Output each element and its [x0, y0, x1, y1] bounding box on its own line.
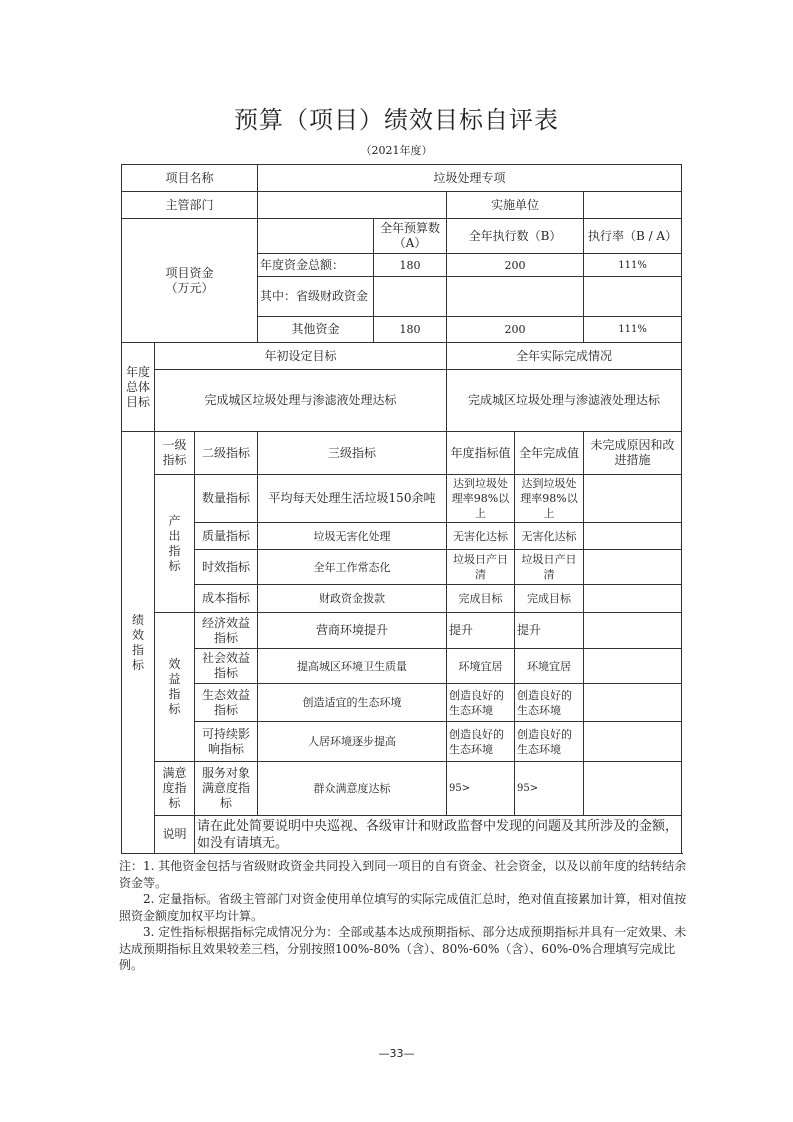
funds-row-budget: 180 [374, 254, 447, 277]
actual-cell: 95> [515, 762, 584, 816]
level1-satisfaction: 满意度指标 [155, 762, 195, 816]
funds-row-budget: 180 [374, 317, 447, 343]
header-reason: 未完成原因和改进措施 [584, 432, 682, 475]
explanation-row [122, 816, 682, 854]
funds-row-rate: 111% [584, 254, 682, 277]
level3-cell: 创造适宜的生态环境 [258, 684, 447, 722]
project-name-value: 垃圾处理专项 [258, 165, 682, 192]
reason-cell [584, 684, 682, 722]
indicator-row [122, 649, 682, 684]
target-cell: 环境宜居 [447, 649, 515, 684]
target-cell: 完成目标 [447, 585, 515, 613]
funds-row-name: 年度资金总额： [258, 254, 374, 277]
reason-cell [584, 550, 682, 585]
level2-cell: 生态效益指标 [195, 684, 258, 722]
target-cell: 创造良好的生态环境 [447, 684, 515, 722]
header-level3: 三级指标 [258, 432, 447, 475]
actual-cell: 环境宜居 [515, 649, 584, 684]
funds-row-rate [584, 277, 682, 317]
actual-cell: 完成目标 [515, 585, 584, 613]
goals-value-row [122, 370, 682, 432]
funds-header-row [122, 219, 682, 254]
indicator-row [122, 722, 682, 762]
reason-cell [584, 585, 682, 613]
actual-cell: 无害化达标 [515, 523, 584, 550]
target-cell: 提升 [447, 613, 515, 649]
goals-actual-value: 完成城区垃圾处理与渗滤液处理达标 [447, 370, 682, 432]
page-number: —33— [378, 1047, 415, 1060]
target-cell: 垃圾日产日清 [447, 550, 515, 585]
level2-cell: 数量指标 [195, 475, 258, 523]
funds-row-budget [374, 277, 447, 317]
funds-row-name: 其他资金 [258, 317, 374, 343]
target-cell: 达到垃圾处理率98%以上 [447, 475, 515, 523]
level2-cell: 社会效益指标 [195, 649, 258, 684]
level3-cell: 平均每天处理生活垃圾150余吨 [258, 475, 447, 523]
dept-label: 主管部门 [122, 192, 258, 219]
header-actual: 全年完成值 [515, 432, 584, 475]
level3-cell: 群众满意度达标 [258, 762, 447, 816]
target-cell: 95> [447, 762, 515, 816]
unit-value [584, 192, 682, 219]
funds-row-executed: 200 [447, 254, 584, 277]
funds-row-executed [447, 277, 584, 317]
funds-label-unit: （万元） [165, 280, 214, 295]
indicator-row [122, 762, 682, 816]
indicators-header-row [122, 432, 682, 475]
indicator-row [122, 684, 682, 722]
level3-cell: 营商环境提升 [258, 613, 447, 649]
funds-header-executed: 全年执行数（B） [447, 219, 584, 254]
reason-cell [584, 475, 682, 523]
funds-header-budget: 全年预算数（A） [374, 219, 447, 254]
actual-cell: 垃圾日产日清 [515, 550, 584, 585]
level1-output [155, 475, 195, 613]
level2-cell: 可持续影响指标 [195, 722, 258, 762]
reason-cell [584, 649, 682, 684]
level2-cell: 成本指标 [195, 585, 258, 613]
level2-cell: 服务对象满意度指标 [195, 762, 258, 816]
reason-cell [584, 722, 682, 762]
goals-initial-value: 完成城区垃圾处理与渗滤液处理达标 [155, 370, 447, 432]
explanation-text: 请在此处简要说明中央巡视、各级审计和财政监督中发现的问题及其所涉及的金额，如没有请填无。 [195, 816, 682, 854]
indicators-label [122, 432, 155, 854]
level1-benefit [155, 613, 195, 762]
header-level2: 二级指标 [195, 432, 258, 475]
goals-initial-header: 年初设定目标 [155, 343, 447, 370]
level3-cell: 财政资金拨款 [258, 585, 447, 613]
indicator-row [122, 550, 682, 585]
note-1: 注：1. 其他资金包括与省级财政资金共同投入到同一项目的自有资金、社会资金，以及以前年度的结转结余资金等。 [119, 859, 687, 890]
funds-label [122, 219, 258, 343]
funds-label-text: 项目资金 [165, 265, 214, 280]
unit-label: 实施单位 [447, 192, 584, 219]
note-3: 3. 定性指标根据指标完成情况分为：全部或基本达成预期指标、部分达成预期指标并具有一定效果、未达成预期指标且效果较差三档，分别按照100%-80%（含）、80%-60%（含）、60%-0%合理填写完成比例。 [119, 925, 687, 972]
indicator-row [122, 613, 682, 649]
indicator-row [122, 585, 682, 613]
goals-actual-header: 全年实际完成情况 [447, 343, 682, 370]
actual-cell: 提升 [515, 613, 584, 649]
header-target: 年度指标值 [447, 432, 515, 475]
page-subtitle: （2021年度） [360, 144, 433, 157]
reason-cell [584, 613, 682, 649]
level2-cell: 经济效益指标 [195, 613, 258, 649]
level3-cell: 人居环境逐步提高 [258, 722, 447, 762]
reason-cell [584, 762, 682, 816]
indicator-row [122, 475, 682, 523]
level3-cell: 垃圾无害化处理 [258, 523, 447, 550]
funds-row-rate: 111% [584, 317, 682, 343]
reason-cell [584, 523, 682, 550]
dept-value [258, 192, 447, 219]
funds-header-rate: 执行率（B / A） [584, 219, 682, 254]
level2-cell: 时效指标 [195, 550, 258, 585]
actual-cell: 创造良好的生态环境 [515, 684, 584, 722]
level3-cell: 提高城区环境卫生质量 [258, 649, 447, 684]
level3-cell: 全年工作常态化 [258, 550, 447, 585]
actual-cell: 创造良好的生态环境 [515, 722, 584, 762]
note-2: 2. 定量指标。省级主管部门对资金使用单位填写的实际完成值汇总时，绝对值直接累加计算，相对值按照资金额度加权平均计算。 [119, 892, 687, 923]
notes [119, 858, 689, 974]
page-title: 预算（项目）绩效目标自评表 [234, 106, 559, 134]
target-cell: 创造良好的生态环境 [447, 722, 515, 762]
header-level1: 一级指标 [155, 432, 195, 475]
funds-header-blank [258, 219, 374, 254]
project-name-row [122, 165, 682, 192]
level2-cell: 质量指标 [195, 523, 258, 550]
target-cell: 无害化达标 [447, 523, 515, 550]
evaluation-table [121, 164, 682, 854]
level1-output-text: 产出指标 [168, 513, 181, 573]
indicator-row [122, 523, 682, 550]
funds-row-name: 其中：省级财政资金 [258, 277, 374, 317]
project-name-label: 项目名称 [122, 165, 258, 192]
level1-benefit-text: 效益指标 [168, 657, 181, 716]
dept-row [122, 192, 682, 219]
explanation-label: 说明 [155, 816, 195, 854]
funds-row-executed: 200 [447, 317, 584, 343]
actual-cell: 达到垃圾处理率98%以上 [515, 475, 584, 523]
goals-header-row [122, 343, 682, 370]
goals-label: 年度总体目标 [122, 343, 155, 432]
indicators-label-text: 绩效指标 [131, 612, 144, 672]
